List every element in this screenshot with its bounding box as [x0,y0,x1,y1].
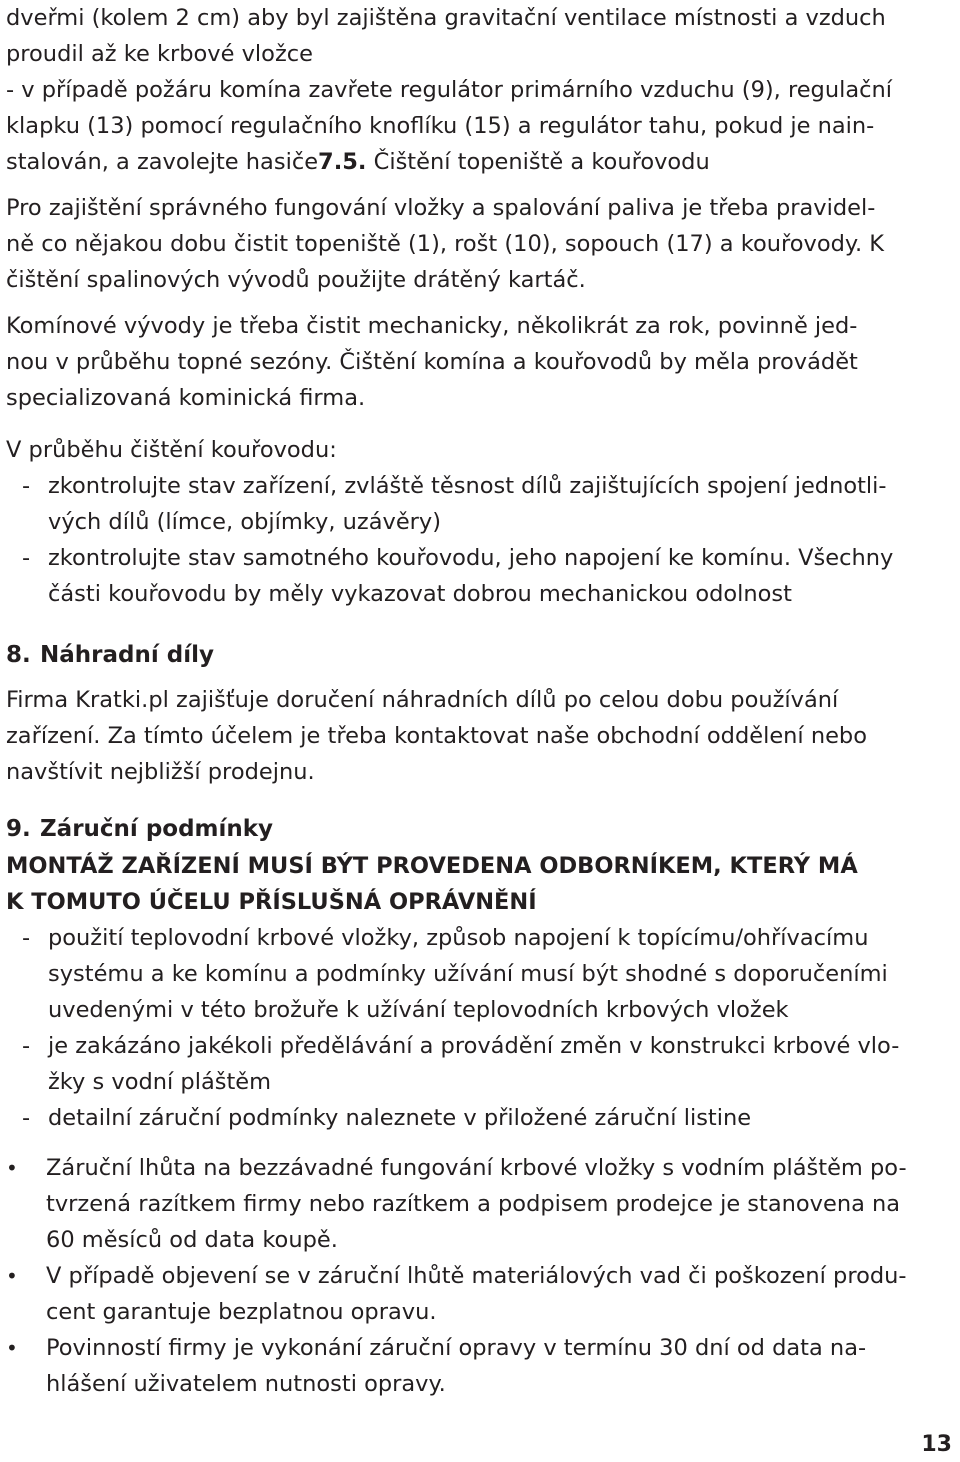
caps-line: K TOMUTO ÚČELU PŘÍSLUŠNÁ OPRÁVNĚNÍ [6,889,537,915]
list-item [6,920,954,1028]
text-line: ně co nějakou dobu čistit topeniště (1), rošt (10), sopouch (17) a kouřovody. K [6,231,885,257]
during-cleaning-section [6,432,954,612]
text-line: vých dílů (límce, objímky, uzávěry) [48,509,442,535]
list-item [6,1330,954,1402]
page-number: 13 [921,1432,952,1457]
text-line: proudil až ke krbové vložce [6,41,313,67]
text-line: cent garantuje bezplatnou opravu. [46,1299,437,1325]
text-fragment: stalován, a zavolejte hasiče [6,149,319,175]
section-7-5-number: 7.5. [318,149,367,175]
section-7-5-title: Čištění topeniště a kouřovodu [373,149,710,175]
section-8-body [6,682,954,790]
text-line: uvedenými v této brožuře k užívání teplovodních krbových vložek [48,997,789,1023]
text-line: je zakázáno jakékoli předělávání a provádění změn v konstrukci krbové vlo- [48,1033,900,1059]
dash-marker: - [22,473,31,499]
text-line: žky s vodní pláštěm [48,1069,272,1095]
during-cleaning-intro: V průběhu čištění kouřovodu: [6,437,337,463]
section-9-dash-list [6,920,954,1136]
bullet-marker: • [6,1336,18,1360]
text-line: zkontrolujte stav zařízení, zvláště těsnost dílů zajištujících spojení jednotli- [48,473,887,499]
text-line: hlášení uživatelem nutnosti opravy. [46,1371,446,1397]
cleaning-paragraph-2 [6,308,954,416]
section-8-title: Náhradní díly [40,642,214,668]
list-item [6,1258,954,1330]
bullet-marker: • [6,1156,18,1180]
dash-marker: - [22,925,31,951]
text-line: V případě objevení se v záruční lhůtě materiálových vad či poškození produ- [46,1263,907,1289]
text-line: použití teplovodní krbové vložky, způsob napojení k topícímu/ohřívacímu [48,925,869,951]
section-8-heading [6,636,954,674]
section-8 [6,636,954,674]
list-item [6,468,954,540]
text-line: specializovaná kominická firma. [6,385,366,411]
text-line: části kouřovodu by měly vykazovat dobrou mechanickou odolnost [48,581,792,607]
text-line: systému a ke komínu a podmínky užívání musí být shodné s doporučeními [48,961,888,987]
text-line: zkontrolujte stav samotného kouřovodu, jeho napojení ke komínu. Všechny [48,545,894,571]
text-line: Povinností firmy je vykonání záruční opravy v termínu 30 dní od data na- [46,1335,867,1361]
text-line: Komínové vývody je třeba čistit mechanicky, několikrát za rok, povinně jed- [6,313,858,339]
text-line: - v případě požáru komína zavřete regulátor primárního vzduchu (9), regulační [6,77,893,103]
text-line: dveřmi (kolem 2 cm) aby byl zajištěna gravitační ventilace místnosti a vzduch [6,5,886,31]
list-item [6,1150,954,1258]
bullet-marker: • [6,1264,18,1288]
dash-marker: - [22,1105,31,1131]
section-9-title: Záruční podmínky [40,816,274,842]
text-line: Firma Kratki.pl zajišťuje doručení náhradních dílů po celou dobu používání [6,687,839,713]
dash-marker: - [22,1033,31,1059]
section-9-heading [6,810,954,848]
text-line: 60 měsíců od data koupě. [46,1227,338,1253]
section-9 [6,810,954,920]
text-line: nou v průběhu topné sezóny. Čištění komína a kouřovodů by měla provádět [6,349,858,375]
text-line: Pro zajištění správného fungování vložky a spalování paliva je třeba pravidel- [6,195,876,221]
text-line: tvrzená razítkem firmy nebo razítkem a podpisem prodejce je stanovena na [46,1191,901,1217]
text-line: klapku (13) pomocí regulačního knoflíku (15) a regulátor tahu, pokud je nain- [6,113,875,139]
text-line [6,144,954,180]
list-item [6,540,954,612]
dash-marker: - [22,545,31,571]
cleaning-paragraph-1 [6,190,954,298]
caps-line: MONTÁŽ ZAŘÍZENÍ MUSÍ BÝT PROVEDENA ODBORNÍKEM, KTERÝ MÁ [6,853,858,879]
text-line: zařízení. Za tímto účelem je třeba kontaktovat naše obchodní oddělení nebo [6,723,867,749]
text-line: Záruční lhůta na bezzávadné fungování krbové vložky s vodním pláštěm po- [46,1155,907,1181]
list-item [6,1028,954,1100]
text-line: navštívit nejbližší prodejnu. [6,759,315,785]
section-8-number: 8. [6,642,31,668]
list-item [6,1100,954,1136]
top-paragraph [6,0,954,180]
text-line: čištění spalinových vývodů použijte drátěný kartáč. [6,267,586,293]
section-9-bullet-list [6,1150,954,1402]
section-9-number: 9. [6,816,31,842]
text-line: detailní záruční podmínky naleznete v přiložené záruční listine [48,1105,752,1131]
